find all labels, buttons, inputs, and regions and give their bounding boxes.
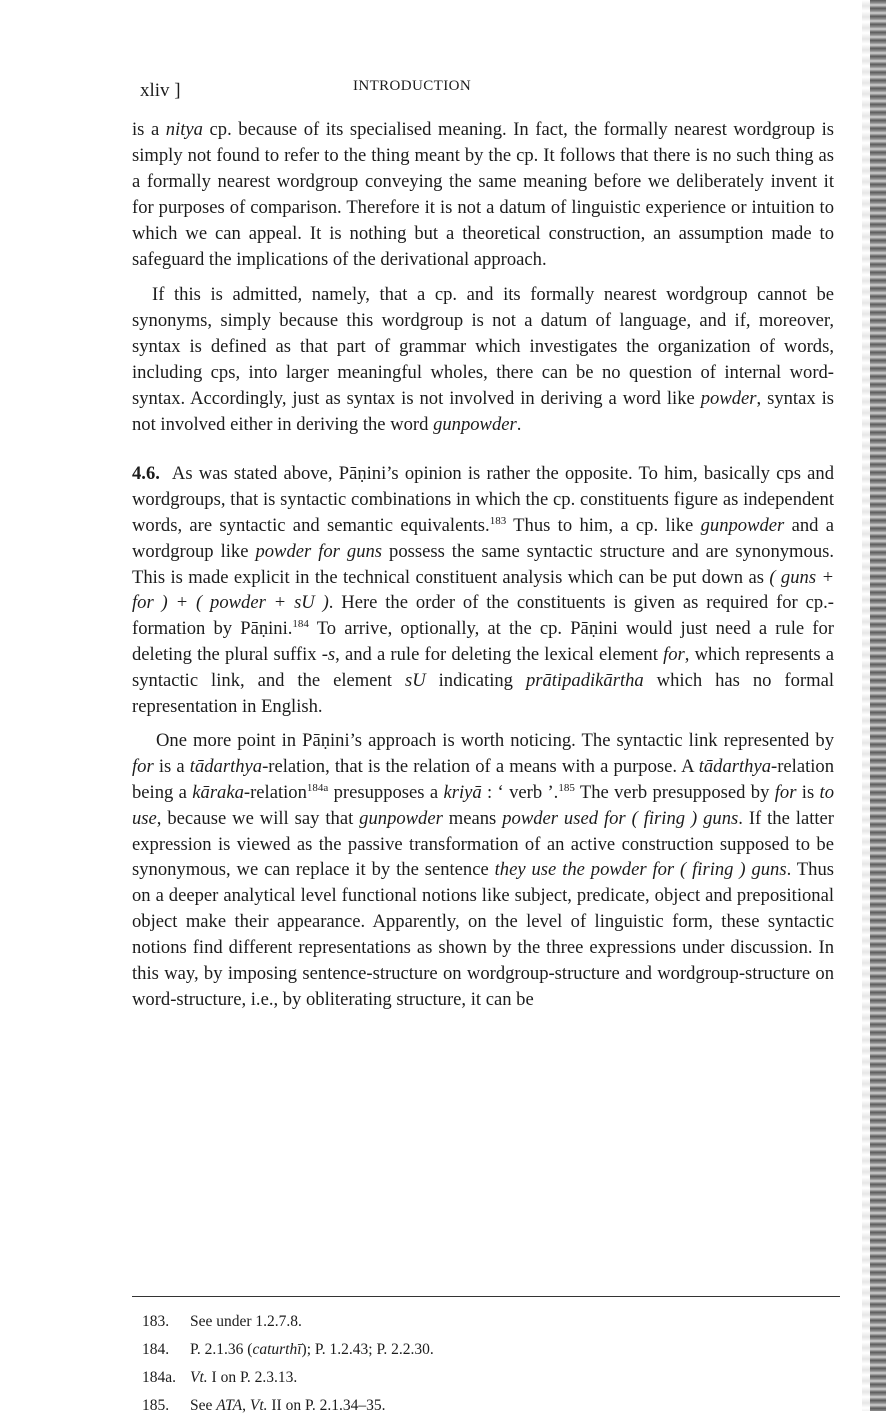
page-edge-shadow [862,0,870,1411]
footnote-184a: 184a. Vt. I on P. 2.3.13. [142,1369,298,1386]
footnote-ref-183: 183 [489,514,507,527]
footnote-183: 183. See under 1.2.7.8. [142,1313,302,1330]
footnote-ref-184: 184 [292,618,309,631]
paragraph-section-4-6: 4.6. As was stated above, Pāṇini’s opinion is rather the opposite. To him, basically cps and wordgroups, that is syntactic combinations in which the cp. constituents figure as independent words, are syntactic and semantic equivalents.$^{183}$ Thus to him, a cp. like gunpowder and a wordgroup like powder for guns possess the same syntactic structure and are synonymous. This is made explicit in the technical constituent analysis which can be put down as ( guns + for ) + ( powder + sU ). Here the order of the constituents is given as required for cp.-formation by Pāṇini.$^{184}$ To arrive, optionally, at the cp. Pāṇini would just need a rule for deleting the plural suffix -s, and a rule for deleting the lexical element for, which represents a syntactic link, and the element sU indicating prātipadikārtha which has no formal representation in English. [132,462,835,718]
footnote-184: 184. P. 2.1.36 (caturthī); P. 1.2.43; P. 2.2.30. [142,1341,434,1358]
footnotes [142,1308,832,1420]
footnote-185: 185. See ATA, Vt. II on P. 2.1.34–35. [142,1397,386,1414]
paragraph-1: is a nitya cp. because of its specialised meaning. In fact, the formally nearest wordgroup is simply not found to refer to the thing meant by the cp. It follows that there is no such thing as a formally nearest wordgroup conveying the same meaning before we deliberately invent it for purposes of comparison. Therefore it is not a datum of linguistic experience or intuition to which we can appeal. It is nothing but a theoretical construction, an assumption made to safeguard the implications of the derivational approach. [132,119,834,270]
section-number: 4.6. [132,462,160,484]
page-number: xliv ] [140,80,181,101]
footnote-divider [132,1296,840,1297]
footnote-ref-184a: 184a [306,781,329,794]
paragraph-2: If this is admitted, namely, that a cp. and its formally nearest wordgroup cannot be synonyms, simply because this wordgroup is not a datum of language, and if, moreover, syntax is defined as that part of grammar which investigates the organization of words, including cps, into larger meaningful wholes, there can be no question of internal word-syntax. Accordingly, just as syntax is not involved in deriving a word like powder, syntax is not involved either in deriving the word gunpowder. [132,284,834,435]
paragraph-4: One more point in Pāṇini’s approach is worth noticing. The syntactic link represented by for is a tādarthya-relation, that is the relation of a means with a purpose. A tādarthya-relation being a kāraka-relation$^{184a}$ presupposes a kriyā : ‘ verb ’.$^{185}$ The verb presupposed by for is to use, because we will say that gunpowder means powder used for ( firing ) guns. If the latter expression is viewed as the passive transformation of an active construction supposed to be synonymous, we can replace it by the sentence they use the powder for ( firing ) guns. Thus on a deeper analytical level functional notions like subject, predicate, object and prepositional object make their appearance. Apparently, on the level of linguistic form, these syntactic notions find different representations as shown by the three expressions under discussion. In this way, by imposing sentence-structure on wordgroup-structure and wordgroup-structure on word-structure, i.e., by obliterating structure, it can be [132,729,835,1010]
page-header [132,78,840,108]
body-text [132,117,834,1013]
running-head: INTRODUCTION [352,78,472,94]
page-binding-edge [870,0,886,1411]
footnote-ref-185: 185 [558,781,575,794]
